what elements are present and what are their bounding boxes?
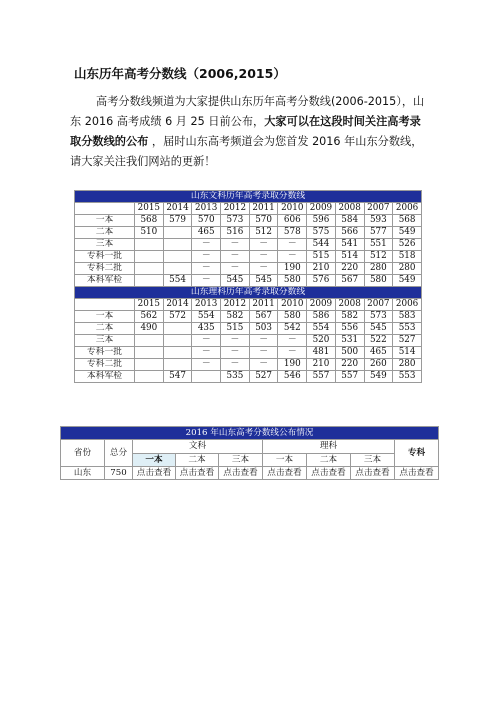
score-cell bbox=[163, 227, 192, 239]
score-cell bbox=[135, 359, 164, 371]
score-cell: 579 bbox=[163, 215, 192, 227]
score-cell: 562 bbox=[135, 311, 164, 323]
score-cell: 570 bbox=[192, 215, 221, 227]
score-cell bbox=[135, 275, 164, 287]
score-cell: 567 bbox=[335, 275, 364, 287]
year-header: 2015 bbox=[135, 203, 164, 215]
row-label: 本科军检 bbox=[75, 275, 135, 287]
table-row bbox=[75, 335, 422, 347]
score-cell: 490 bbox=[135, 323, 164, 335]
year-header: 2009 bbox=[307, 203, 336, 215]
sub-header: 二本 bbox=[176, 453, 219, 467]
score-cell: 596 bbox=[307, 215, 336, 227]
table-row bbox=[75, 239, 422, 251]
score-cell: 583 bbox=[393, 311, 422, 323]
score-cell: － bbox=[192, 335, 221, 347]
year-header: 2007 bbox=[364, 203, 393, 215]
sub-header: 一本 bbox=[133, 453, 176, 467]
sub-header: 一本 bbox=[263, 453, 307, 467]
pub-table-title: 2016 年山东高考分数线公布情况 bbox=[61, 427, 439, 440]
intro-bold-text: 大家可以在这段时间关注高考录取分数线的公布 bbox=[70, 115, 421, 148]
score-cell: 512 bbox=[364, 251, 393, 263]
sub-header: 三本 bbox=[219, 453, 263, 467]
score-cell: 500 bbox=[335, 347, 364, 359]
score-cell: 514 bbox=[335, 251, 364, 263]
score-cell: 586 bbox=[307, 311, 336, 323]
year-header: 2007 bbox=[364, 299, 393, 311]
score-cell: 578 bbox=[278, 227, 307, 239]
year-header: 2008 bbox=[335, 299, 364, 311]
view-link[interactable]: 点击查看 bbox=[176, 467, 219, 480]
score-cell: 580 bbox=[278, 311, 307, 323]
score-cell bbox=[192, 371, 221, 383]
score-cell: 546 bbox=[278, 371, 307, 383]
sub-header: 二本 bbox=[307, 453, 351, 467]
score-cell bbox=[163, 323, 192, 335]
score-cell: 542 bbox=[278, 323, 307, 335]
wenke-table-title: 山东文科历年高考录取分数线 bbox=[75, 191, 422, 203]
score-cell: － bbox=[221, 347, 250, 359]
score-cell: 551 bbox=[364, 239, 393, 251]
intro-paragraph bbox=[70, 92, 428, 172]
score-cell: 580 bbox=[364, 275, 393, 287]
score-cell bbox=[135, 251, 164, 263]
corner-cell bbox=[75, 299, 135, 311]
score-cell: － bbox=[192, 347, 221, 359]
score-cell bbox=[163, 359, 192, 371]
total-header: 总分 bbox=[105, 440, 133, 467]
row-label: 本科军检 bbox=[75, 371, 135, 383]
row-label: 专科一批 bbox=[75, 251, 135, 263]
score-cell: 210 bbox=[307, 263, 336, 275]
score-cell bbox=[135, 239, 164, 251]
score-cell: 554 bbox=[163, 275, 192, 287]
year-header: 2012 bbox=[221, 203, 250, 215]
score-cell: 557 bbox=[307, 371, 336, 383]
score-cell: 556 bbox=[335, 323, 364, 335]
score-cell: 575 bbox=[307, 227, 336, 239]
row-label: 二本 bbox=[75, 323, 135, 335]
table-row bbox=[75, 359, 422, 371]
score-cell: － bbox=[221, 359, 250, 371]
year-header: 2008 bbox=[335, 203, 364, 215]
score-cell: 554 bbox=[192, 311, 221, 323]
score-cell: 572 bbox=[163, 311, 192, 323]
score-cell: 465 bbox=[192, 227, 221, 239]
score-cell: 557 bbox=[335, 371, 364, 383]
score-cell: － bbox=[192, 359, 221, 371]
score-cell: － bbox=[278, 347, 307, 359]
row-label: 一本 bbox=[75, 215, 135, 227]
year-header: 2013 bbox=[192, 299, 221, 311]
like-title-row bbox=[75, 287, 422, 299]
view-link[interactable]: 点击查看 bbox=[263, 467, 307, 480]
score-cell: 582 bbox=[221, 311, 250, 323]
table-row bbox=[75, 347, 422, 359]
score-cell bbox=[163, 239, 192, 251]
score-cell bbox=[135, 335, 164, 347]
table-row bbox=[75, 311, 422, 323]
score-cell: 545 bbox=[249, 275, 278, 287]
row-label: 一本 bbox=[75, 311, 135, 323]
score-cell: － bbox=[221, 335, 250, 347]
score-cell: 515 bbox=[307, 251, 336, 263]
row-label: 二本 bbox=[75, 227, 135, 239]
view-link[interactable]: 点击查看 bbox=[307, 467, 351, 480]
zhuanke-header: 专科 bbox=[395, 440, 439, 467]
score-cell: － bbox=[192, 239, 221, 251]
score-cell: 567 bbox=[249, 311, 278, 323]
table-row bbox=[75, 275, 422, 287]
score-cell: 568 bbox=[393, 215, 422, 227]
table-row bbox=[75, 251, 422, 263]
score-cell: 584 bbox=[335, 215, 364, 227]
score-cell: 503 bbox=[249, 323, 278, 335]
year-header: 2011 bbox=[249, 299, 278, 311]
wenke-title-row bbox=[75, 191, 422, 203]
score-cell: 435 bbox=[192, 323, 221, 335]
score-cell: － bbox=[278, 251, 307, 263]
row-label: 三本 bbox=[75, 239, 135, 251]
province-cell: 山东 bbox=[61, 467, 105, 480]
score-cell: 554 bbox=[307, 323, 336, 335]
view-link[interactable]: 点击查看 bbox=[351, 467, 395, 480]
score-cell: 481 bbox=[307, 347, 336, 359]
table-row bbox=[75, 263, 422, 275]
score-cell: 510 bbox=[135, 227, 164, 239]
publication-status-table bbox=[60, 426, 439, 480]
score-cell: － bbox=[249, 347, 278, 359]
score-cell: 545 bbox=[221, 275, 250, 287]
score-cell: 280 bbox=[393, 359, 422, 371]
score-cell: － bbox=[192, 251, 221, 263]
score-cell: 210 bbox=[307, 359, 336, 371]
score-cell: － bbox=[192, 275, 221, 287]
score-cell: － bbox=[249, 251, 278, 263]
score-cell: 522 bbox=[364, 335, 393, 347]
pub-title-row bbox=[61, 427, 439, 440]
score-cell: 527 bbox=[393, 335, 422, 347]
view-link[interactable]: 点击查看 bbox=[133, 467, 176, 480]
score-cell: － bbox=[278, 335, 307, 347]
score-cell: 606 bbox=[278, 215, 307, 227]
score-cell: 280 bbox=[393, 263, 422, 275]
score-cell bbox=[163, 263, 192, 275]
pub-data-row bbox=[61, 467, 439, 480]
year-header: 2015 bbox=[135, 299, 164, 311]
intro-text-1: 高考分数线频道为大家提供山东历年高考分数线(2006-2015），山东 2016 高考成绩 6 月 25 日前公布， bbox=[70, 95, 425, 128]
year-header: 2011 bbox=[249, 203, 278, 215]
score-cell: 549 bbox=[393, 275, 422, 287]
year-header: 2006 bbox=[393, 299, 422, 311]
score-cell bbox=[135, 347, 164, 359]
score-cell: 515 bbox=[221, 323, 250, 335]
intro-text-2: ，届时山东高考频道会为您首发 2016 年山东分数线，请大家关注我们网站的更新！ bbox=[70, 135, 423, 168]
score-cell: 593 bbox=[364, 215, 393, 227]
score-cell: 220 bbox=[335, 359, 364, 371]
score-cell: － bbox=[249, 239, 278, 251]
year-header: 2012 bbox=[221, 299, 250, 311]
score-cell: － bbox=[192, 263, 221, 275]
score-cell: 531 bbox=[335, 335, 364, 347]
province-header: 省份 bbox=[61, 440, 105, 467]
score-cell: － bbox=[221, 251, 250, 263]
row-label: 三本 bbox=[75, 335, 135, 347]
corner-cell bbox=[75, 203, 135, 215]
score-cell: 526 bbox=[393, 239, 422, 251]
row-label: 专科二批 bbox=[75, 263, 135, 275]
year-header: 2014 bbox=[163, 203, 192, 215]
like-year-header-row bbox=[75, 299, 422, 311]
score-cell: 568 bbox=[135, 215, 164, 227]
score-cell: 190 bbox=[278, 359, 307, 371]
table-row bbox=[75, 371, 422, 383]
score-cell: 577 bbox=[364, 227, 393, 239]
score-cell: 512 bbox=[249, 227, 278, 239]
like-table-title: 山东理科历年高考录取分数线 bbox=[75, 287, 422, 299]
row-label: 专科二批 bbox=[75, 359, 135, 371]
score-cell: 553 bbox=[393, 323, 422, 335]
score-cell: － bbox=[278, 239, 307, 251]
score-cell: 535 bbox=[221, 371, 250, 383]
score-cell: 514 bbox=[393, 347, 422, 359]
score-cell: 527 bbox=[249, 371, 278, 383]
year-header: 2013 bbox=[192, 203, 221, 215]
sub-header: 三本 bbox=[351, 453, 395, 467]
score-cell: 570 bbox=[249, 215, 278, 227]
score-cell: 566 bbox=[335, 227, 364, 239]
total-cell: 750 bbox=[105, 467, 133, 480]
score-cell: 573 bbox=[221, 215, 250, 227]
score-cell bbox=[163, 335, 192, 347]
view-link[interactable]: 点击查看 bbox=[395, 467, 439, 480]
score-cell bbox=[135, 263, 164, 275]
score-cell: － bbox=[249, 359, 278, 371]
score-cell: － bbox=[221, 239, 250, 251]
score-cell bbox=[163, 251, 192, 263]
table-row bbox=[75, 323, 422, 335]
score-cell: 580 bbox=[278, 275, 307, 287]
score-cell: 545 bbox=[364, 323, 393, 335]
score-cell: 576 bbox=[307, 275, 336, 287]
score-cell: － bbox=[221, 263, 250, 275]
table-row bbox=[75, 215, 422, 227]
year-header: 2010 bbox=[278, 299, 307, 311]
score-cell: 541 bbox=[335, 239, 364, 251]
score-cell: 520 bbox=[307, 335, 336, 347]
score-cell: － bbox=[249, 263, 278, 275]
table-row bbox=[75, 227, 422, 239]
score-cell: 582 bbox=[335, 311, 364, 323]
like-header: 理科 bbox=[263, 440, 395, 454]
score-cell: 220 bbox=[335, 263, 364, 275]
score-cell: 465 bbox=[364, 347, 393, 359]
score-cell: 518 bbox=[393, 251, 422, 263]
year-header: 2014 bbox=[163, 299, 192, 311]
score-cell: 547 bbox=[163, 371, 192, 383]
score-cell: 280 bbox=[364, 263, 393, 275]
score-cell: 190 bbox=[278, 263, 307, 275]
row-label: 专科一批 bbox=[75, 347, 135, 359]
score-cell bbox=[163, 347, 192, 359]
score-cell: 260 bbox=[364, 359, 393, 371]
history-score-table bbox=[74, 190, 422, 383]
score-cell: 544 bbox=[307, 239, 336, 251]
view-link[interactable]: 点击查看 bbox=[219, 467, 263, 480]
pub-header-row bbox=[61, 440, 439, 454]
year-header: 2010 bbox=[278, 203, 307, 215]
year-header: 2006 bbox=[393, 203, 422, 215]
score-cell: 516 bbox=[221, 227, 250, 239]
wenke-year-header-row bbox=[75, 203, 422, 215]
year-header: 2009 bbox=[307, 299, 336, 311]
score-cell: － bbox=[249, 335, 278, 347]
score-cell: 549 bbox=[364, 371, 393, 383]
score-cell bbox=[135, 371, 164, 383]
wenke-header: 文科 bbox=[133, 440, 263, 454]
score-cell: 549 bbox=[393, 227, 422, 239]
score-cell: 553 bbox=[393, 371, 422, 383]
page-title: 山东历年高考分数线（2006,2015） bbox=[74, 66, 286, 81]
score-cell: 573 bbox=[364, 311, 393, 323]
